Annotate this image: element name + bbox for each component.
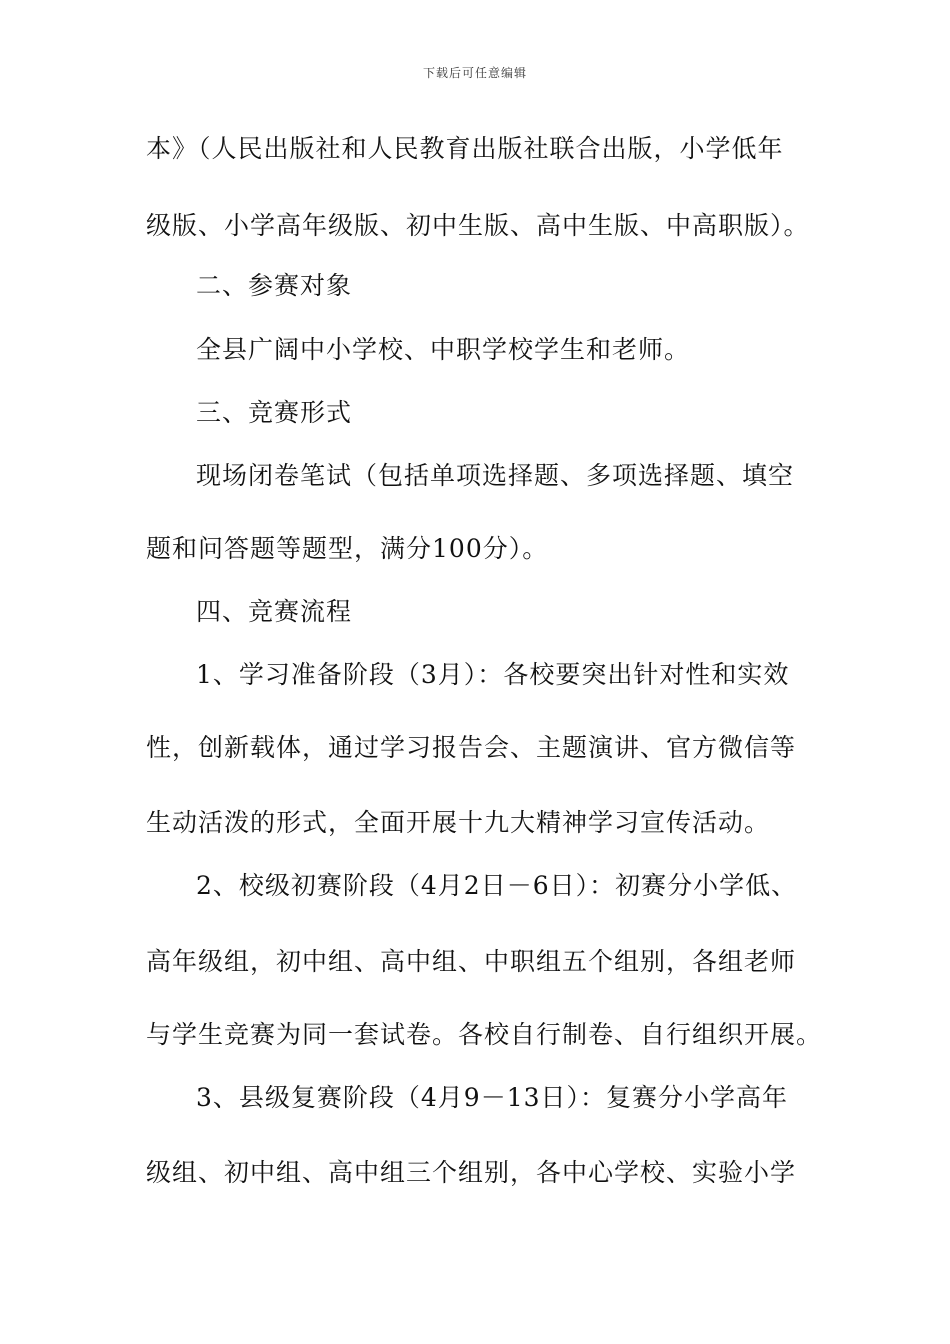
section-heading-format: 三、竞赛形式 — [196, 398, 353, 427]
body-line-10: 性，创新载体，通过学习报告会、主题演讲、官方微信等 — [146, 733, 797, 762]
body-line-4: 全县广阔中小学校、中职学校学生和老师。 — [196, 335, 691, 364]
body-line-9: 1、学习准备阶段（3月）：各校要突出针对性和实效 — [196, 660, 790, 689]
body-line-11: 生动活泼的形式，全面开展十九大精神学习宣传活动。 — [146, 808, 771, 837]
body-line-14: 与学生竞赛为同一套试卷。各校自行制卷、自行组织开展。 — [146, 1020, 823, 1049]
body-line-7: 题和问答题等题型，满分100分）。 — [146, 534, 549, 563]
body-line-6: 现场闭卷笔试（包括单项选择题、多项选择题、填空 — [196, 461, 795, 490]
body-line-15: 3、县级复赛阶段（4月9－13日）：复赛分小学高年 — [196, 1083, 789, 1112]
body-line-16: 级组、初中组、高中组三个组别，各中心学校、实验小学 — [146, 1158, 797, 1187]
body-line-12: 2、校级初赛阶段（4月2日－6日）：初赛分小学低、 — [196, 871, 798, 900]
body-line-13: 高年级组，初中组、高中组、中职组五个组别，各组老师 — [146, 947, 797, 976]
body-line-1: 本》（人民出版社和人民教育出版社联合出版，小学低年 — [146, 134, 784, 163]
body-line-2: 级版、小学高年级版、初中生版、高中生版、中高职版）。 — [146, 211, 810, 240]
section-heading-process: 四、竞赛流程 — [196, 597, 353, 626]
header-note: 下载后可任意编辑 — [422, 66, 527, 80]
section-heading-participants: 二、参赛对象 — [196, 271, 353, 300]
